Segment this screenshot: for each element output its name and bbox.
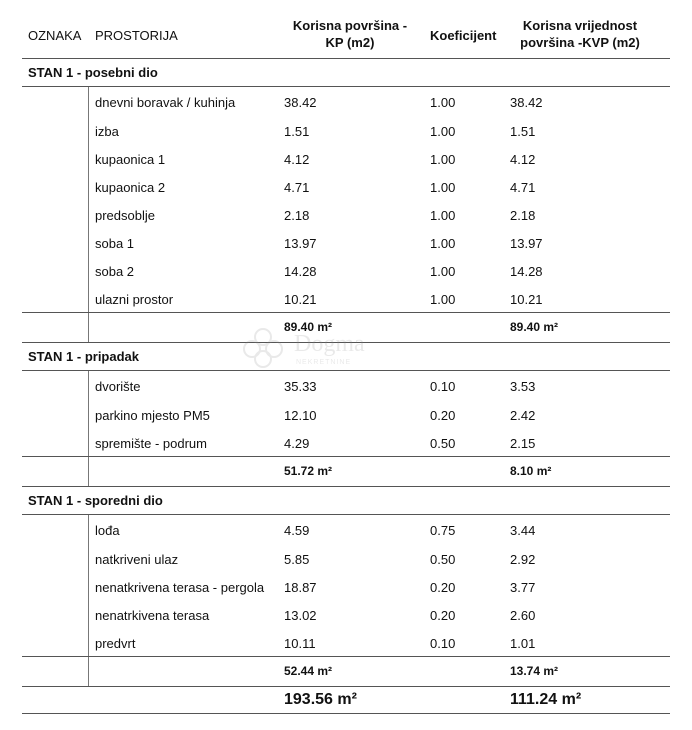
room-kp: 4.29 — [284, 436, 310, 451]
header-oznaka: OZNAKA — [28, 28, 82, 43]
room-kp: 12.10 — [284, 408, 317, 423]
room-coefficient: 1.00 — [430, 124, 456, 139]
room-kvp: 10.21 — [510, 292, 543, 307]
table-row — [22, 87, 670, 116]
room-coefficient: 1.00 — [430, 208, 456, 223]
room-coefficient: 0.20 — [430, 580, 456, 595]
section-title: STAN 1 - pripadak — [28, 349, 140, 364]
section-header — [22, 487, 670, 515]
subtotal-kp: 51.72 m² — [284, 464, 333, 478]
room-kvp: 2.15 — [510, 436, 536, 451]
room-coefficient: 0.20 — [430, 608, 456, 623]
room-kvp: 38.42 — [510, 95, 543, 110]
table-row — [22, 116, 670, 144]
section-header — [22, 59, 670, 87]
subtotal-kp: 52.44 m² — [284, 664, 333, 678]
room-name: soba 1 — [95, 236, 135, 251]
room-kp: 4.71 — [284, 180, 310, 195]
room-name: spremište - podrum — [95, 436, 207, 451]
grand-total-kvp: 111.24 m² — [510, 691, 582, 708]
table-row — [22, 371, 670, 400]
table-row — [22, 515, 670, 544]
subtotal-kvp: 8.10 m² — [510, 464, 552, 478]
room-kvp: 14.28 — [510, 264, 543, 279]
header-koeficijent: Koeficijent — [430, 28, 497, 43]
flower-icon — [240, 325, 286, 371]
room-name: predvrt — [95, 636, 136, 651]
watermark-logo — [240, 325, 440, 375]
table-row — [22, 600, 670, 628]
room-kp: 13.97 — [284, 236, 317, 251]
subtotal-row — [22, 656, 670, 687]
room-kp: 10.21 — [284, 292, 317, 307]
room-name: nenatkrivena terasa - pergola — [95, 580, 265, 595]
column-divider — [88, 657, 89, 686]
room-name: kupaonica 1 — [95, 152, 166, 167]
room-kvp: 3.44 — [510, 523, 536, 538]
room-coefficient: 0.10 — [430, 379, 456, 394]
room-kvp: 3.53 — [510, 379, 536, 394]
room-kp: 18.87 — [284, 580, 317, 595]
subtotal-row — [22, 456, 670, 487]
room-kp: 13.02 — [284, 608, 317, 623]
room-coefficient: 0.50 — [430, 552, 456, 567]
column-divider — [88, 457, 89, 486]
room-kp: 1.51 — [284, 124, 310, 139]
table-row — [22, 628, 670, 656]
header-kp — [280, 17, 420, 51]
header-kp-line2: KP (m2) — [325, 35, 375, 50]
room-kvp: 2.60 — [510, 608, 536, 623]
room-name: nenatrkivena terasa — [95, 608, 210, 623]
room-name: lođa — [95, 523, 120, 538]
room-kvp: 2.92 — [510, 552, 536, 567]
table-row — [22, 544, 670, 572]
table-row — [22, 428, 670, 456]
table-row — [22, 256, 670, 284]
table-row — [22, 284, 670, 312]
table-header — [22, 12, 670, 59]
room-kvp: 4.71 — [510, 180, 536, 195]
room-kp: 2.18 — [284, 208, 310, 223]
room-kvp: 2.42 — [510, 408, 536, 423]
room-kp: 10.11 — [284, 636, 316, 651]
room-coefficient: 1.00 — [430, 264, 456, 279]
room-coefficient: 0.10 — [430, 636, 456, 651]
room-kvp: 4.12 — [510, 152, 536, 167]
header-kvp-line2: površina -KVP (m2) — [520, 35, 640, 50]
room-name: soba 2 — [95, 264, 135, 279]
section-rows — [22, 371, 670, 487]
header-kvp — [498, 17, 662, 51]
room-kp: 14.28 — [284, 264, 317, 279]
room-kp: 4.12 — [284, 152, 310, 167]
watermark-text: Dogma — [294, 331, 365, 357]
grand-total-kp: 193.56 m² — [284, 691, 357, 708]
room-coefficient: 0.20 — [430, 408, 456, 423]
room-name: ulazni prostor — [95, 292, 174, 307]
room-kp: 4.59 — [284, 523, 310, 538]
subtotal-kp: 89.40 m² — [284, 320, 333, 334]
room-coefficient: 1.00 — [430, 292, 456, 307]
room-coefficient: 0.50 — [430, 436, 456, 451]
room-kvp: 1.01 — [510, 636, 536, 651]
table-row — [22, 572, 670, 600]
room-coefficient: 1.00 — [430, 152, 456, 167]
room-name: dnevni boravak / kuhinja — [95, 95, 236, 110]
header-kp-line1: Korisna površina - — [292, 18, 408, 33]
room-name: kupaonica 2 — [95, 180, 166, 195]
room-kvp: 3.77 — [510, 580, 536, 595]
room-name: natkriveni ulaz — [95, 552, 179, 567]
section-rows — [22, 515, 670, 687]
room-name: dvorište — [95, 379, 141, 394]
room-kp: 38.42 — [284, 95, 317, 110]
room-kvp: 1.51 — [510, 124, 536, 139]
table-row — [22, 172, 670, 200]
subtotal-kvp: 89.40 m² — [510, 320, 559, 334]
section-rows — [22, 87, 670, 343]
table-row — [22, 228, 670, 256]
room-kvp: 13.97 — [510, 236, 543, 251]
room-name: parkino mjesto PM5 — [95, 408, 210, 423]
room-coefficient: 0.75 — [430, 523, 456, 538]
section-title: STAN 1 - sporedni dio — [28, 493, 163, 508]
room-kp: 35.33 — [284, 379, 317, 394]
room-coefficient: 1.00 — [430, 180, 456, 195]
grand-total-row — [22, 687, 670, 714]
header-prostorija: PROSTORIJA — [95, 28, 178, 43]
column-divider — [88, 313, 89, 342]
watermark-subtext: NEKRETNINE — [296, 359, 352, 366]
room-name: izba — [95, 124, 119, 139]
table-row — [22, 200, 670, 228]
room-coefficient: 1.00 — [430, 95, 456, 110]
header-kvp-line1: Korisna vrijednost — [522, 18, 638, 33]
room-coefficient: 1.00 — [430, 236, 456, 251]
table-row — [22, 400, 670, 428]
room-name: predsoblje — [95, 208, 155, 223]
room-kvp: 2.18 — [510, 208, 536, 223]
room-kp: 5.85 — [284, 552, 310, 567]
table-row — [22, 144, 670, 172]
subtotal-kvp: 13.74 m² — [510, 664, 559, 678]
section-title: STAN 1 - posebni dio — [28, 65, 158, 80]
